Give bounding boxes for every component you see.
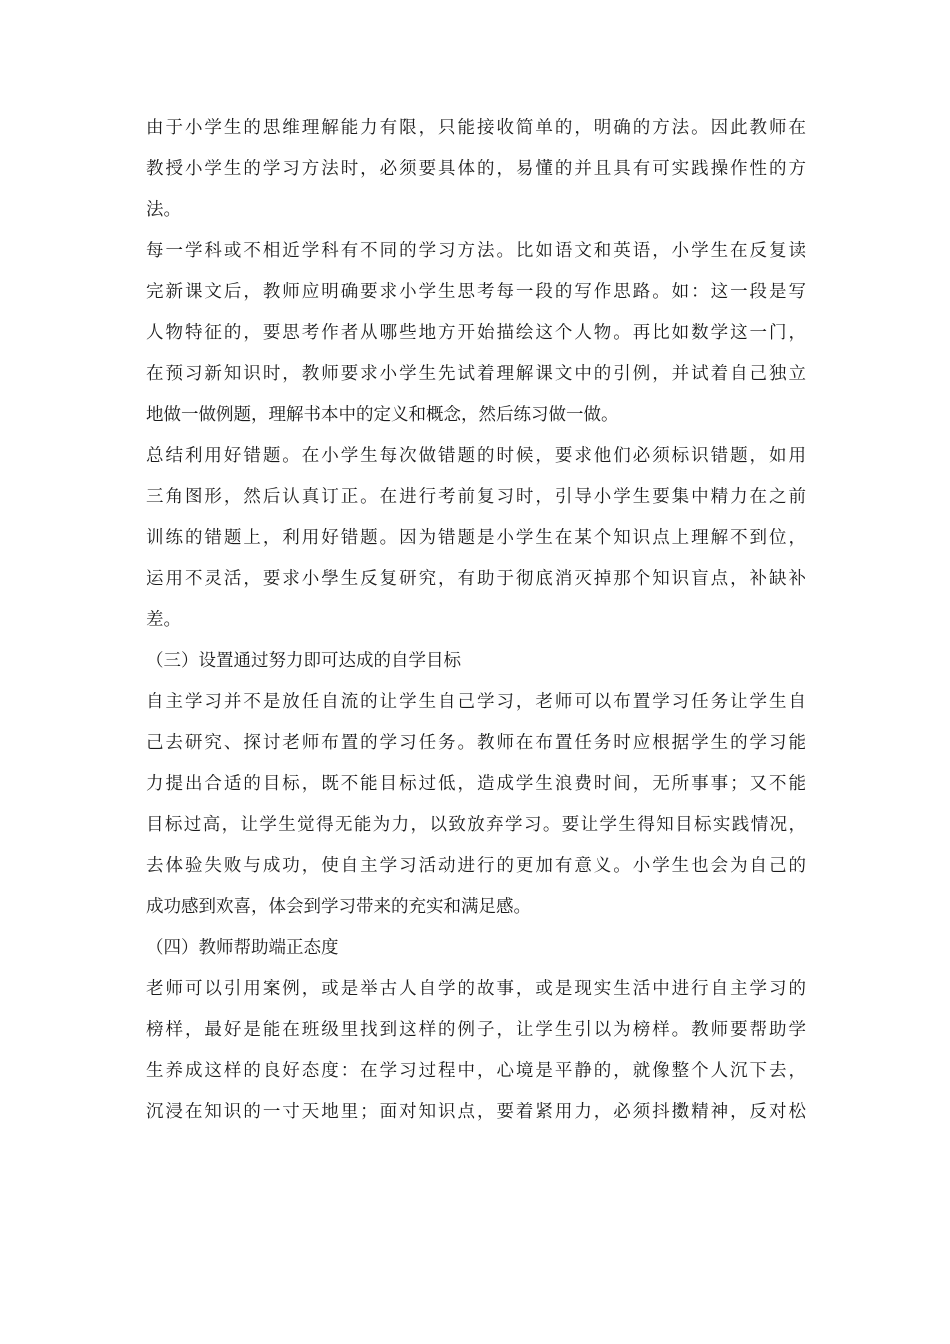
text-line: 老师可以引用案例，或是举古人自学的故事，或是现实生活中进行自主学习的 — [146, 979, 806, 999]
paragraph — [146, 108, 806, 231]
text-line: 每一学科或不相近学科有不同的学习方法。比如语文和英语，小学生在反复读 — [146, 241, 806, 261]
text-line: 训练的错题上，利用好错题。因为错题是小学生在某个知识点上理解不到位， — [146, 528, 806, 548]
text-line: 运用不灵活，要求小學生反复研究，有助于彻底消灭掉那个知识盲点，补缺补 — [146, 569, 806, 589]
section-heading-text: （四）教师帮助端正态度 — [146, 938, 339, 958]
text-line: 完新课文后，教师应明确要求小学生思考每一段的写作思路。如：这一段是写 — [146, 282, 806, 302]
document-body — [146, 108, 806, 1133]
text-line: 生养成这样的良好态度：在学习过程中，心境是平静的，就像整个人沉下去， — [146, 1061, 806, 1081]
text-line: 在预习新知识时，教师要求小学生先试着理解课文中的引例，并试着自己独立 — [146, 364, 806, 384]
text-line: 法。 — [146, 200, 181, 220]
text-line: 差。 — [146, 610, 181, 630]
text-line: 总结利用好错题。在小学生每次做错题的时候，要求他们必须标识错题，如用 — [146, 446, 806, 466]
paragraph — [146, 682, 806, 928]
text-line: 去体验失败与成功，使自主学习活动进行的更加有意义。小学生也会为自己的 — [146, 856, 806, 876]
text-line: 目标过高，让学生觉得无能为力，以致放弃学习。要让学生得知目标实践情况， — [146, 815, 806, 835]
text-line: 力提出合适的目标，既不能目标过低，造成学生浪费时间，无所事事；又不能 — [146, 774, 806, 794]
text-line: 沉浸在知识的一寸天地里；面对知识点，要着紧用力，必须抖擞精神，反对松 — [146, 1102, 806, 1122]
text-line: 人物特征的，要思考作者从哪些地方开始描绘这个人物。再比如数学这一门， — [146, 323, 806, 343]
section-heading — [146, 928, 806, 969]
paragraph — [146, 969, 806, 1133]
text-line: 榜样，最好是能在班级里找到这样的例子，让学生引以为榜样。教师要帮助学 — [146, 1020, 806, 1040]
paragraph — [146, 436, 806, 641]
section-heading — [146, 641, 806, 682]
text-line: 地做一做例题，理解书本中的定义和概念，然后练习做一做。 — [146, 405, 619, 425]
paragraph — [146, 231, 806, 436]
text-line: 教授小学生的学习方法时，必须要具体的，易懂的并且具有可实践操作性的方 — [146, 159, 806, 179]
text-line: 三角图形，然后认真订正。在进行考前复习时，引导小学生要集中精力在之前 — [146, 487, 806, 507]
text-line: 己去研究、探讨老师布置的学习任务。教师在布置任务时应根据学生的学习能 — [146, 733, 806, 753]
section-heading-text: （三）设置通过努力即可达成的自学目标 — [146, 651, 461, 671]
text-line: 由于小学生的思维理解能力有限，只能接收简单的，明确的方法。因此教师在 — [146, 118, 806, 138]
text-line: 成功感到欢喜，体会到学习带来的充实和满足感。 — [146, 897, 531, 917]
text-line: 自主学习并不是放任自流的让学生自己学习，老师可以布置学习任务让学生自 — [146, 692, 806, 712]
